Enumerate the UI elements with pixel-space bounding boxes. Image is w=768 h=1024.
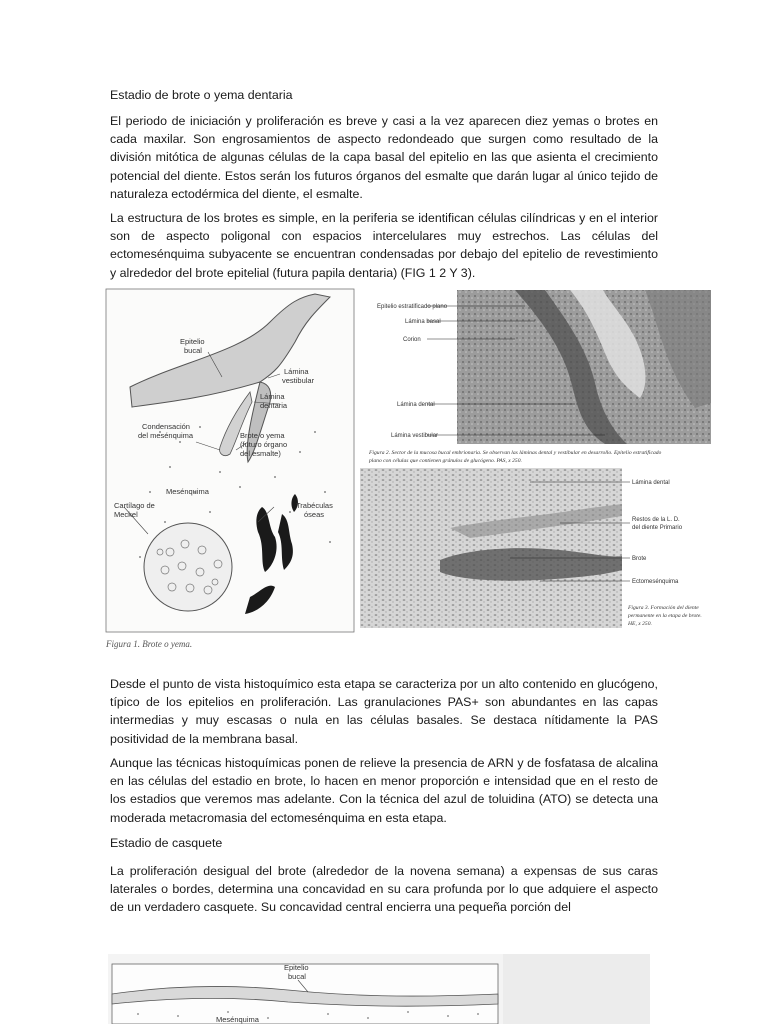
- paragraph-2: La estructura de los brotes es simple, en la periferia se identifican células cilíndricas y en el interior son de aspecto poligonal con espacios intercelulares muy estrechos. Las células del ectomesénquima subyacente se encuentran condensadas por debajo del epitelio de revestimiento y alrededor del brote epitelial (futura papila dentaria) (FIG 1 2 Y 3).: [110, 211, 658, 280]
- fig1-label-brote3: del esmalte): [240, 449, 281, 458]
- fig2-label-lamina-vestibular: Lámina vestibular: [391, 433, 439, 439]
- fig1-label-lamina-d2: dentaria: [260, 401, 288, 410]
- fig2-label-lamina-dental: Lámina dental: [397, 402, 435, 408]
- fig3-caption-line2: permanente en la etapa de brote.: [628, 613, 702, 619]
- fig1-label-brote2: (futuro órgano: [240, 440, 288, 449]
- fig3-label-ectomesenquima: Ectomesénquima: [632, 579, 679, 585]
- fig4-label-bucal: bucal: [288, 972, 306, 981]
- fig1-label-trabeculas1: Trabéculas: [296, 501, 333, 510]
- fig3-label-restos2: del diente Primario: [632, 525, 683, 531]
- figure-3-micrograph: [360, 468, 718, 630]
- fig1-label-cartilago2: Meckel: [114, 510, 138, 519]
- fig1-label-trabeculas2: óseas: [304, 510, 325, 519]
- fig1-label-epitelio: Epitelio: [180, 337, 205, 346]
- fig1-label-bucal: bucal: [184, 346, 202, 355]
- figure-4-partial: [108, 954, 650, 1024]
- fig1-label-lamina-v2: vestibular: [282, 376, 315, 385]
- fig2-label-epitelio: Epitelio estratificado plano: [377, 304, 448, 310]
- fig1-label-cartilago1: Cartílago de: [114, 501, 155, 510]
- fig3-caption-line1: Figura 3. Formación del diente: [628, 605, 699, 611]
- paragraph-1: El periodo de iniciación y proliferación es breve y casi a la vez aparecen diez yemas o brotes en cada maxilar. Son engrosamientos de aspecto redondeado que surgen como resultado de la división mitótica de algunas células de la capa basal del epitelio en las que asienta el crecimiento potencial del diente. Estos serán los futuros órganos del esmalte que darán lugar al único tejido de naturaleza ectodérmica del diente, el esmalte.: [110, 114, 658, 201]
- fig3-label-lamina-dental: Lámina dental: [632, 480, 670, 486]
- fig1-label-lamina-d1: Lámina: [260, 392, 285, 401]
- fig4-label-epitelio: Epitelio: [284, 963, 309, 972]
- fig2-label-lamina-basal: Lámina basal: [405, 319, 441, 325]
- fig1-label-condensacion1: Condensación: [142, 422, 190, 431]
- fig1-label-lamina-v1: Lámina: [284, 367, 309, 376]
- fig2-caption-line2: plano con células que contienen gránulos de glucógeno. PAS, x 250.: [369, 458, 522, 464]
- fig3-label-brote: Brote: [632, 556, 647, 562]
- fig1-label-brote1: Brote o yema: [240, 431, 285, 440]
- section-heading-casquete: Estadio de casquete: [110, 836, 223, 850]
- figure-1-caption: Figura 1. Brote o yema.: [106, 639, 193, 649]
- fig2-label-corion: Corion: [403, 337, 421, 343]
- fig2-caption-line1: Figura 2. Sector de la mucosa bucal embrionaria. Se observan las láminas dental y vestibular en desarrollo. Epitelio estratificado: [369, 450, 662, 456]
- paragraph-5: La proliferación desigual del brote (alrededor de la novena semana) a expensas de sus caras laterales o bordes, determina una concavidad en su cara profunda por lo que adquiere el aspecto de un verdadero casquete. Su concavidad central encierra una pequeña porción del: [110, 864, 658, 915]
- paragraph-3: Desde el punto de vista histoquímico esta etapa se caracteriza por un alto contenido en glucógeno, típico de los epitelios en proliferación. Las granulaciones PAS+ son abundantes en las capas intermedias y muy escasas o nula en las células basales. Se destaca nítidamente la PAS positividad de la membrana basal.: [110, 677, 658, 746]
- fig4-label-mesenquima: Mesénquima: [216, 1015, 259, 1024]
- fig3-label-restos1: Restos de la L. D.: [632, 517, 680, 523]
- fig3-caption-line3: HE, x 250.: [628, 621, 652, 627]
- figure-1-drawing: [100, 282, 360, 654]
- paragraph-4: Aunque las técnicas histoquímicas ponen de relieve la presencia de ARN y de fosfatasa de alcalina en las células del estadio en brote, lo hacen en menor proporción e intensidad que en el resto de los estadios que veremos mas adelante. Con la técnica del azul de toluidina (ATO) se detecta una moderada metacromasia del ectomesénquima en esta etapa.: [110, 756, 658, 825]
- section-heading-brote: Estadio de brote o yema dentaria: [110, 88, 293, 102]
- fig1-label-condensacion2: del mesénquima: [138, 431, 194, 440]
- fig1-label-mesenquima: Mesénquima: [166, 487, 209, 496]
- figure-2-micrograph: [365, 288, 713, 466]
